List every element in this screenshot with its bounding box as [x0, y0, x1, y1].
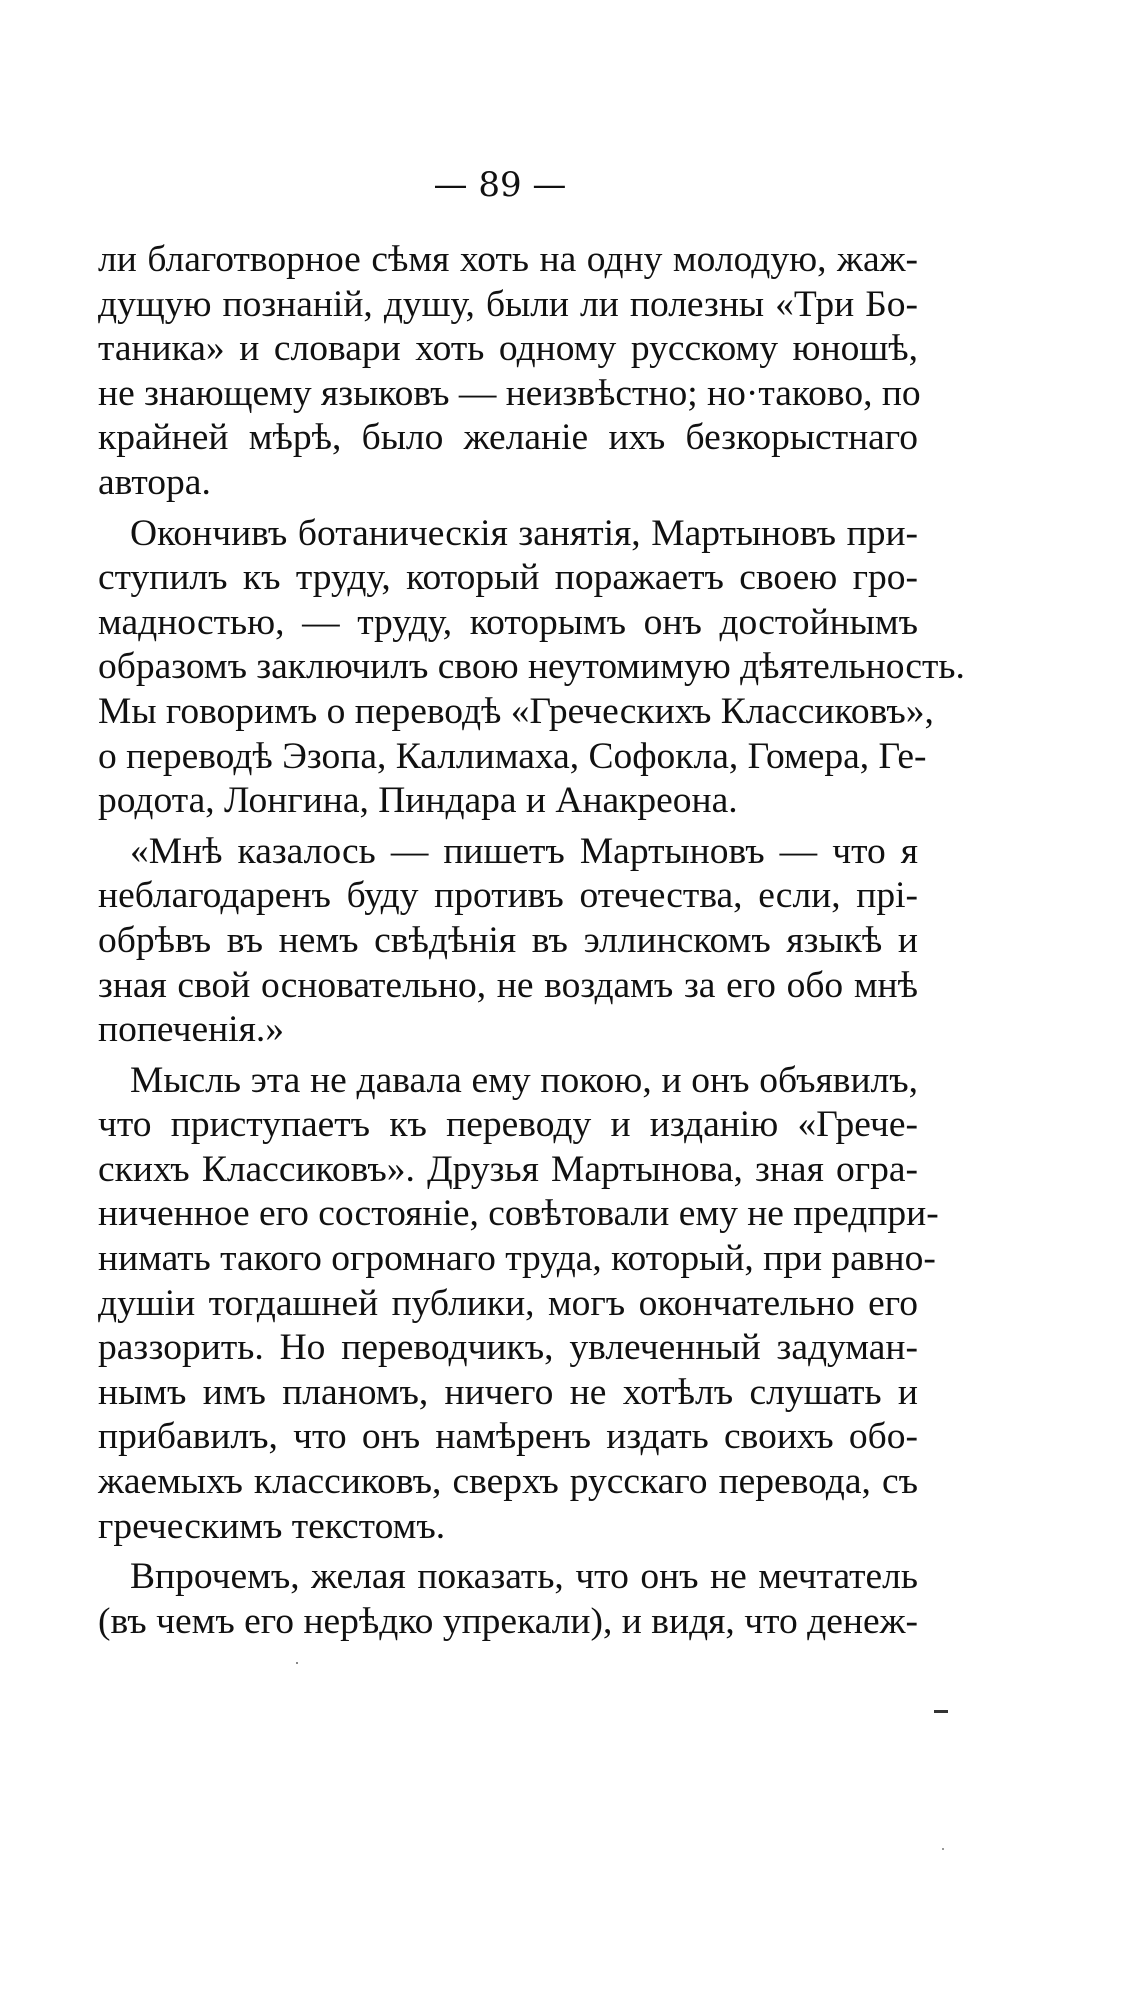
text-line: скихъ Классиковъ». Друзья Мартынова, зная огра- [98, 1148, 918, 1190]
text-line: обрѣвъ въ немъ свѣдѣнія въ эллинскомъ языкѣ и [98, 919, 918, 961]
text-line: образомъ заключилъ свою неутомимую дѣятельность. [98, 646, 965, 688]
print-speck [296, 1662, 298, 1664]
text-line: родота, Лонгина, Пиндара и Анакреона. [98, 780, 738, 822]
paragraph [98, 238, 921, 506]
text-line: ступилъ къ труду, который поражаетъ своею гро- [98, 557, 918, 599]
text-line: не знающему языковъ — неизвѣстно; но·таково, по [98, 372, 921, 414]
text-line: ли благотворное сѣмя хоть на одну молодую, жаж- [98, 239, 918, 280]
print-speck [934, 1710, 948, 1713]
paragraph [98, 1059, 939, 1550]
print-speck [942, 1848, 944, 1850]
text-line: раззорить. Но переводчикъ, увлеченный задуман- [98, 1327, 918, 1369]
text-line: Мы говоримъ о переводѣ «Греческихъ Классиковъ», [98, 690, 934, 732]
text-line: (въ чемъ его нерѣдко упрекали), и видя, что денеж- [98, 1600, 918, 1642]
text-line: мадностью, — труду, которымъ онъ достойнымъ [98, 601, 918, 643]
text-line: душіи тогдашней публики, могъ окончательно его [98, 1282, 918, 1324]
text-line: крайней мѣрѣ, было желаніе ихъ безкорыстнаго [98, 417, 918, 459]
text-line: Окончивъ ботаническія занятія, Мартыновъ при- [130, 512, 918, 554]
text-line: жаемыхъ классиковъ, сверхъ русскаго перевода, съ [98, 1461, 918, 1503]
text-line: что приступаетъ къ переводу и изданію «Грече- [98, 1104, 918, 1146]
text-line: зная свой основательно, не воздамъ за его обо мнѣ [98, 964, 918, 1006]
paragraph [98, 1555, 918, 1644]
text-line: «Мнѣ казалось — пишетъ Мартыновъ — что я [130, 830, 918, 872]
text-line: греческимъ текстомъ. [98, 1505, 446, 1547]
text-line: Впрочемъ, желая показать, что онъ не мечтатель [130, 1556, 918, 1598]
paragraph [98, 512, 965, 824]
text-line: прибавилъ, что онъ намѣренъ издать своихъ обо- [98, 1416, 918, 1458]
text-line: о переводѣ Эзопа, Каллимаха, Софокла, Гомера, Ге- [98, 735, 927, 777]
text-line: дущую познаній, душу, были ли полезны «Три Бо- [98, 283, 918, 325]
text-line: нимать такого огромнаго труда, который, при равно- [98, 1238, 936, 1280]
text-line: таника» и словари хоть одному русскому юношѣ, [98, 328, 918, 370]
text-line: Мысль эта не давала ему покою, и онъ объявилъ, [130, 1059, 918, 1101]
paragraph [98, 830, 918, 1053]
text-line: неблагодаренъ буду противъ отечества, если, прі- [98, 875, 918, 917]
body-text [98, 238, 965, 1644]
text-line: попеченія.» [98, 1009, 284, 1051]
text-line: автора. [98, 461, 211, 503]
text-line: нымъ имъ планомъ, ничего не хотѣлъ слушать и [98, 1371, 918, 1413]
text-line: ниченное его состояніе, совѣтовали ему не предпри- [98, 1193, 939, 1235]
page-number: — 89 — [433, 165, 567, 205]
